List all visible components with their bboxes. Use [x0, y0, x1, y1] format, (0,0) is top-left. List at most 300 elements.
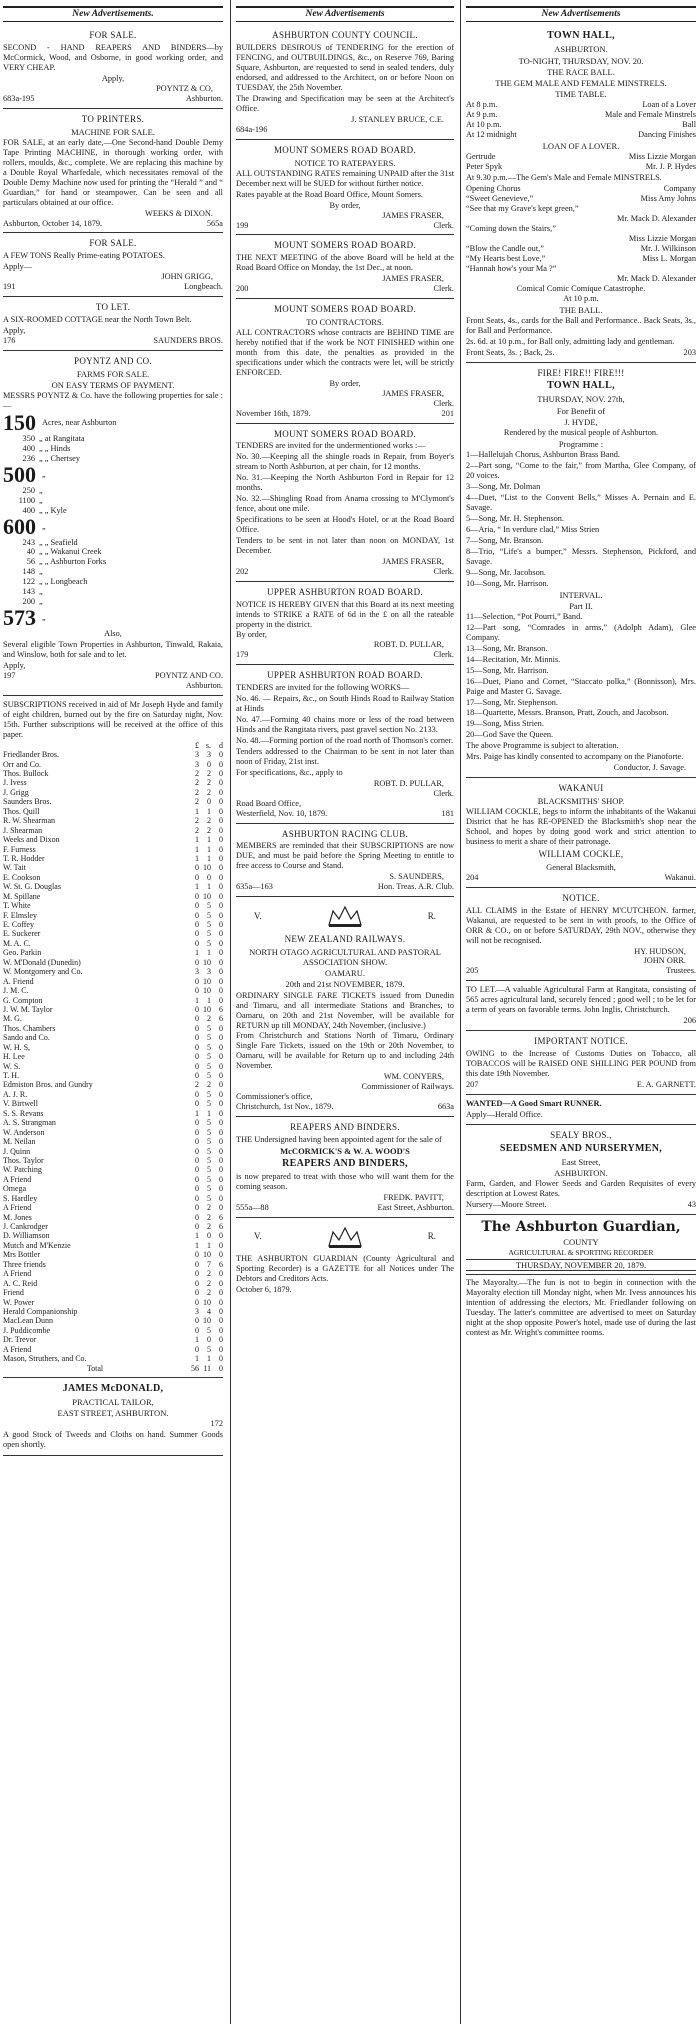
amount-cell: 3: [195, 1306, 199, 1316]
header-cell: [3, 741, 187, 750]
ad-ref: 207: [466, 1079, 479, 1089]
table-row: [3, 1222, 223, 1231]
ad-line: TO-NIGHT, THURSDAY, NOV. 20.: [518, 55, 644, 66]
amount-cell: 0: [219, 929, 223, 939]
amount-cell: 0: [195, 920, 199, 930]
farm-row: [3, 587, 223, 597]
ad-board-meeting: [236, 235, 454, 299]
item-right: Mr. J. P. Hydes: [645, 162, 696, 172]
subscriber-name: W. M'Donald (Dunedin): [3, 957, 81, 967]
subscriber-name: Geo. Parkin: [3, 948, 42, 958]
ad-subtitle: NOTICE TO RATEPAYERS.: [294, 157, 396, 168]
amount-cell: 2: [207, 1222, 211, 1232]
amount-cell: 0: [219, 1099, 223, 1109]
subscriber-name: Herald Companionship: [3, 1306, 78, 1316]
amount-cell: 5: [207, 929, 211, 939]
amount-cell: 0: [219, 1080, 223, 1090]
ad-subtitle: TO CONTRACTORS.: [306, 316, 384, 327]
amount-cell: 0: [195, 1071, 199, 1081]
ad-ref: 663a: [437, 1102, 454, 1112]
table-row: [3, 788, 223, 797]
header-cell: £: [195, 740, 199, 750]
amount-cell: 0: [219, 1118, 223, 1128]
ad-body: ALL OUTSTANDING RATES remaining UNPAID after the 31st December next will be SUED for without further notice.: [236, 168, 454, 188]
amount-cell: 5: [207, 1127, 211, 1137]
ad-role: Hon. Treas. A.R. Club.: [377, 882, 454, 892]
ad-body: Mrs. Paige has kindly consented to accompany on the Pianoforte.: [466, 752, 684, 762]
ad-body: Specifications to be seen at Hood's Hotel, or at the Road Board Office.: [236, 515, 454, 535]
ad-body: THE Undersigned having been appointed agent for the sale of: [236, 1134, 442, 1144]
amount-cell: 0: [219, 1231, 223, 1241]
amount-cell: 0: [195, 957, 199, 967]
list-item: [466, 152, 696, 162]
table-row: [3, 816, 223, 825]
amount-cell: 5: [207, 1155, 211, 1165]
subscriber-name: E. Cookson: [3, 872, 41, 882]
amount-cell: 1: [195, 995, 199, 1005]
programme-item: 14—Recitation, Mr. Minnis.: [466, 654, 561, 664]
amount-cell: 0: [219, 967, 223, 977]
list-item: [466, 254, 696, 264]
amount-cell: 2: [207, 1288, 211, 1298]
amount-cell: 10: [203, 863, 211, 873]
column-2: [236, 6, 454, 1299]
ad-reapers-for-sale: [3, 25, 223, 109]
programme-item: 20—God Save the Queen.: [466, 730, 554, 740]
ad-body: TENDERS are invited for the undermentioned works :—: [236, 441, 426, 451]
amount-cell: 0: [195, 1222, 199, 1232]
amount-cell: 0: [219, 1127, 223, 1137]
table-header: [3, 741, 223, 750]
farm-row: [3, 486, 223, 496]
ad-body: Tenders to be sent in not later than noon on MONDAY, 1st December.: [236, 536, 454, 555]
programme-item: 1—Hallelujah Chorus, Ashburton Brass Band.: [466, 450, 620, 460]
ad-date: October 6, 1879.: [236, 1284, 292, 1294]
ad-county-council: [236, 25, 454, 139]
amount-cell: 1: [207, 882, 211, 892]
amount-cell: 5: [207, 1099, 211, 1109]
farm-row: [3, 538, 223, 548]
table-row: [3, 750, 223, 759]
amount-cell: 5: [207, 1071, 211, 1081]
ad-farms-for-sale: [3, 351, 223, 696]
table-row: [3, 1128, 223, 1137]
ad-body: Farm, Garden, and Flower Seeds and Garden Requisites of every description at Lowest Rates.: [466, 1178, 696, 1198]
farm-location: „ „ Longbeach: [39, 577, 88, 587]
table-row: [3, 882, 223, 891]
ad-body: The Drawing and Specification may be seen at the Architect's Office.: [236, 93, 454, 113]
ad-date: Christchurch, 1st Nov., 1879.: [236, 1102, 334, 1112]
amount-cell: 0: [195, 1118, 199, 1128]
ad-date: Westerfield, Nov. 10, 1879.: [236, 808, 328, 818]
ad-line: THE RACE BALL.: [547, 66, 615, 77]
amount-cell: 4: [207, 1306, 211, 1316]
list-item: [466, 224, 696, 234]
farm-location: „: [39, 495, 43, 505]
table-row: [3, 845, 223, 854]
farm-acres: 148: [22, 567, 35, 577]
ad-office: Road Board Office,: [236, 798, 302, 808]
amount-cell: 2: [207, 787, 211, 797]
amount-cell: 5: [207, 1118, 211, 1128]
amount-cell: 0: [195, 1146, 199, 1156]
list-item: [466, 110, 696, 120]
amount-cell: 2: [195, 769, 199, 779]
amount-cell: 7: [207, 1259, 211, 1269]
column-1: [3, 6, 223, 1456]
subscriber-name: T. H.: [3, 1071, 20, 1081]
ad-body: NOTICE IS HEREBY GIVEN that this Board at its next meeting intends to STRIKE a RATE of 6d in the £ on all the rateable property in the district.: [236, 599, 454, 629]
ad-body: 2s. 6d. at 10 p.m., for Ball only, admitting lady and gentleman.: [466, 336, 675, 346]
item-right: Company: [663, 184, 696, 194]
table-row: [3, 1062, 223, 1071]
table-row: [3, 1014, 223, 1023]
ad-apply: Apply,: [101, 74, 125, 84]
ad-body: Front Seats, 4s., cards for the Ball and Performance.. Back Seats, 3s., for Ball and Performance.: [466, 315, 696, 335]
ad-name: ROBT. D. PULLAR,: [373, 640, 444, 650]
subscriber-name: A Friend: [3, 1174, 32, 1184]
amount-cell: 5: [207, 1061, 211, 1071]
ad-body: A FEW TONS Really Prime-eating POTATOES.: [3, 251, 165, 261]
amount-cell: 0: [195, 976, 199, 986]
amount-cell: 5: [207, 1146, 211, 1156]
emblem-letter: V.: [254, 1231, 262, 1242]
subscriber-name: Mutch and M'Kenzie: [3, 1240, 71, 1250]
emblem-letter: V.: [254, 910, 262, 921]
amount-cell: 5: [207, 901, 211, 911]
table-row: [3, 1307, 223, 1316]
amount-cell: 3: [207, 967, 211, 977]
ad-guardian-gazette: [236, 1218, 454, 1299]
farm-group: [3, 461, 223, 487]
ad-body: Rates payable at the Road Board Office, Mount Somers.: [236, 189, 423, 199]
amount-cell: 5: [207, 1137, 211, 1147]
farm-location: „ at Rangitata: [39, 433, 85, 443]
amount-cell: 0: [219, 938, 223, 948]
subscriber-name: M. Neilan: [3, 1137, 36, 1147]
farm-row: [3, 434, 223, 444]
amount-cell: 0: [219, 825, 223, 835]
ad-body: ALL CONTRACTORS whose contracts are BEHIND TIME are hereby notified that if the work be NOT FINISHED within one month from this date, the penalties as provided in the specifications under which the contracts were let, will be strictly ENFORCED.: [236, 328, 454, 377]
item-left: At 8 p.m.: [466, 100, 498, 110]
ad-office: Commissioner's office,: [236, 1092, 313, 1102]
table-row: [3, 873, 223, 882]
farm-acres: 40: [26, 547, 35, 557]
farm-row: [3, 547, 223, 557]
ad-cottage-to-let: [3, 297, 223, 351]
ad-subscriptions: [3, 696, 223, 1378]
amount-cell: 0: [219, 806, 223, 816]
programme-item: 15—Song, Mr. Harrison.: [466, 665, 549, 675]
emblem-letter: R.: [427, 1231, 436, 1242]
ad-body: ALL CLAIMS in the Estate of HENRY M'CUTCHEON. farmer, Wakanui, are requested to be sent in with proofs, to the Office of ORR & CO., on or before SATURDAY, 29th NOV., otherwise they will not be recognised.: [466, 905, 696, 945]
ad-body: Front Seats, 3s. ; Back, 2s.: [466, 347, 555, 357]
ad-body: MEMBERS are reminded that their SUBSCRIPTIONS are now DUE, and must be paid before the Spring Meeting to entitle to free access to Course and Stand.: [236, 841, 454, 871]
subscriber-name: Thos. Quill: [3, 806, 40, 816]
amount-cell: 0: [195, 1288, 199, 1298]
table-row: [3, 1345, 223, 1354]
ad-title: JAMES McDONALD,: [62, 1383, 164, 1395]
amount-cell: 2: [207, 1278, 211, 1288]
amount-cell: 0: [195, 1316, 199, 1326]
item-left: Peter Spyk: [466, 162, 503, 172]
ad-ref: 176: [3, 335, 16, 345]
ad-apply: Apply,: [3, 661, 26, 671]
subscriber-name: Thos. Taylor: [3, 1155, 44, 1165]
ad-title: FIRE! FIRE!! FIRE!!!: [537, 367, 625, 378]
ad-makers: McCORMICK'S & W. A. WOOD'S: [280, 1145, 410, 1156]
masthead-date: THURSDAY, NOVEMBER 20, 1879.: [466, 1259, 696, 1271]
ad-body: FOR SALE, at an early date,—One Second-hand Double Demy Tape Printing MACHINE, in thorough working order, with rollers, moulds, &c., complete. We are replacing this machine by a Double Royal Wharfedale, which necessitates removal of the Double Demy Machine now used for printing the “Herald ” and “ Guardian,” for hand or steampower. Can be seen and all particulars obtained at our office.: [3, 137, 223, 207]
tender-item: No. 31.—Keeping the North Ashburton Ford in Repair for 12 months.: [236, 473, 454, 493]
amount-cell: 0: [219, 1042, 223, 1052]
subscriber-name: H. Lee: [3, 1052, 25, 1062]
ad-date: THURSDAY, NOV. 27th,: [537, 394, 625, 405]
ad-role: Clerk.: [433, 398, 454, 408]
item-left: “My Hearts best Love,”: [466, 253, 546, 263]
table-row: [3, 911, 223, 920]
amount-cell: 6: [219, 1212, 223, 1222]
amount-cell: 0: [219, 1297, 223, 1307]
table-row: [3, 1043, 223, 1052]
amount-cell: 10: [203, 957, 211, 967]
ad-title: IMPORTANT NOTICE.: [534, 1036, 628, 1047]
item-left: “Blow the Candle out,”: [466, 243, 544, 253]
table-row: [3, 1071, 223, 1080]
amount-cell: 0: [207, 1231, 211, 1241]
list-item: [466, 234, 696, 244]
ad-subtitle: THE BALL.: [559, 304, 603, 315]
ad-ref: 201: [441, 408, 454, 418]
ad-subtitle: NORTH OTAGO AGRICULTURAL AND PASTORAL ASSOCIATION SHOW.: [249, 946, 441, 968]
programme-item: 13—Song, Mr. Branson.: [466, 643, 548, 653]
subscriber-name: A Friend: [3, 1203, 32, 1213]
table-row: [3, 1241, 223, 1250]
ad-place: Longbeach.: [184, 282, 223, 292]
amount-cell: 0: [195, 1137, 199, 1147]
header-cell: d: [219, 740, 223, 750]
item-left: “See that my Grave's kept green,”: [466, 204, 579, 214]
ad-subtitle: BLACKSMITHS' SHOP.: [537, 795, 625, 806]
ad-blacksmith: [466, 778, 696, 888]
amount-cell: 10: [203, 976, 211, 986]
amount-cell: 5: [207, 1052, 211, 1062]
ad-body: At 9.30 p.m.—The Gem's Male and Female MINSTRELS.: [466, 173, 662, 183]
amount-cell: 3: [195, 759, 199, 769]
amount-cell: 2: [207, 769, 211, 779]
ad-firm: POYNTZ AND CO.: [155, 671, 223, 681]
cast-list: [466, 152, 696, 172]
royal-emblem: [236, 1221, 454, 1253]
subscriber-name: J. Quinn: [3, 1146, 31, 1156]
ad-subtitle: ON EASY TERMS OF PAYMENT.: [51, 379, 175, 390]
table-row: [3, 1099, 223, 1108]
ad-important-notice: [466, 1031, 696, 1095]
newspaper-masthead: [466, 1219, 696, 1275]
ad-ref: 181: [441, 808, 454, 818]
amount-cell: 0: [219, 1344, 223, 1354]
farm-location: „: [39, 597, 43, 607]
farm-row: [3, 597, 223, 607]
amount-cell: 0: [195, 1165, 199, 1175]
ad-body: TO LET.—A valuable Agricultural Farm at Rangitata, consisting of 565 acres agricultural land, securely fenced ; good well ; to be let for a term of years on favorable terms. John Inglis, Christchurch.: [466, 985, 696, 1015]
farm-acres: 236: [22, 453, 35, 463]
amount-cell: 0: [195, 1184, 199, 1194]
ad-title: SEALY BROS.,: [550, 1129, 612, 1140]
ad-subtitle: INTERVAL.: [559, 589, 603, 600]
item-left: At 10 p.m.: [466, 120, 502, 130]
amount-cell: 2: [207, 1014, 211, 1024]
ad-ref: 172: [210, 1419, 223, 1429]
amount-cell: 0: [219, 797, 223, 807]
farm-location: „: [42, 521, 46, 531]
farm-location: „ „ Chertsey: [39, 453, 81, 463]
subscriber-name: MacLean Dunn: [3, 1316, 53, 1326]
ad-name: WM. CONYERS,: [383, 1072, 444, 1082]
farm-acres: 243: [22, 537, 35, 547]
farm-location: „: [39, 567, 43, 577]
ad-body: A good Stock of Tweeds and Cloths on hand. Summer Goods open shortly.: [3, 1430, 223, 1450]
farm-location: „: [39, 485, 43, 495]
ad-title: UPPER ASHBURTON ROAD BOARD.: [267, 670, 423, 681]
ad-line: Comical Comic Comique Catastrophe.: [516, 283, 646, 293]
amount-cell: 5: [207, 920, 211, 930]
amount-cell: 0: [219, 1278, 223, 1288]
list-item: [466, 204, 696, 214]
list-item: [466, 264, 696, 274]
farm-row: [3, 567, 223, 577]
amount-cell: 6: [219, 1222, 223, 1232]
amount-cell: 0: [195, 1052, 199, 1062]
tender-item: No. 32.—Shingling Road from Anama crossing to M'Clymont's fence, about one mile.: [236, 494, 454, 514]
subscriber-name: Mrs Bottler: [3, 1250, 41, 1260]
table-row: [3, 1165, 223, 1174]
table-row: [3, 977, 223, 986]
ad-role: Commissioner of Railways.: [361, 1082, 454, 1092]
ad-ref: 191: [3, 282, 16, 292]
subscriber-name: Mason, Struthers, and Co.: [3, 1354, 87, 1364]
amount-cell: 0: [195, 863, 199, 873]
subscriber-name: Three friends: [3, 1259, 46, 1269]
column-rule: [460, 0, 461, 2024]
ad-title: MOUNT SOMERS ROAD BOARD.: [273, 144, 417, 155]
amount-cell: 0: [195, 929, 199, 939]
ad-title: NEW ZEALAND RAILWAYS.: [284, 934, 406, 945]
table-row: [3, 854, 223, 863]
ad-ref: 43: [687, 1199, 696, 1209]
ad-ref: 206: [683, 1016, 696, 1026]
ad-place: Ashburton.: [185, 93, 223, 103]
amount-cell: 0: [219, 1269, 223, 1279]
list-item: [466, 184, 696, 194]
table-row: [3, 958, 223, 967]
ad-upper-ashburton-tenders: [236, 665, 454, 823]
item-right: Miss Lizzie Morgan: [628, 233, 696, 243]
farm-acres: 250: [22, 485, 35, 495]
ad-subtitle: SEEDSMEN AND NURSERYMEN,: [499, 1142, 663, 1154]
amount-cell: 6: [219, 1014, 223, 1024]
ad-body: Several eligible Town Properties in Ashburton, Tinwald, Rakaia, and Winslow, both for sale and to let.: [3, 640, 223, 660]
programme-item: 12—Part song, “Comrades in arms,” (Adolph Adam), Glee Company.: [466, 622, 696, 642]
amount-cell: 1: [207, 948, 211, 958]
ad-wanted: [466, 1095, 696, 1125]
farm-row: [3, 557, 223, 567]
subscriber-name: J. Puddicombe: [3, 1325, 51, 1335]
amount-cell: 1: [207, 835, 211, 845]
ad-also: Also,: [104, 629, 122, 639]
ad-by: By order,: [236, 630, 268, 640]
subscriber-name: V. Birtwell: [3, 1099, 38, 1109]
farm-acre-big: 150: [3, 409, 36, 435]
ad-name: ROBT. D. PULLAR,: [373, 778, 444, 788]
column-rule: [230, 0, 231, 2024]
item-right: Mr. Mack D. Alexander: [616, 214, 696, 224]
amount-cell: 5: [207, 938, 211, 948]
amount-cell: 2: [207, 825, 211, 835]
table-row: [3, 1156, 223, 1165]
amount-cell: 0: [219, 1165, 223, 1175]
subscriber-name: G. Compton: [3, 995, 43, 1005]
subscriber-name: J. Cankrodger: [3, 1222, 48, 1232]
editorial-text: The Mayoralty.—The fun is not to begin in connection with the Mayoralty election till Monday night, when Mr. Ivess announces his intention of addressing the electors, Mr. Friedlander following on Tuesday. The latter's committee are advertised to meet on Saturday night at the shop opposite Power's hotel, made use of during the last contest as Mr. Wright's committee rooms.: [466, 1277, 696, 1337]
amount-cell: 0: [219, 995, 223, 1005]
table-row: [3, 986, 223, 995]
ad-body: TENDERS are invited for the following WORKS—: [236, 683, 410, 693]
amount-cell: 1: [195, 853, 199, 863]
farm-acre-big: 500: [3, 461, 36, 487]
tender-item: No. 30.—Keeping all the shingle roads in Repair, from Boyer's stream to North Ashburton, at per chain, for 12 months.: [236, 452, 454, 472]
table-row: [3, 1184, 223, 1193]
crown-icon: [325, 903, 365, 929]
amount-cell: 0: [195, 1212, 199, 1222]
subscriber-name: J. M. C.: [3, 986, 29, 996]
amount-cell: 1: [195, 1240, 199, 1250]
amount-cell: 0: [195, 1061, 199, 1071]
ad-ref: 202: [236, 566, 249, 576]
amount-cell: 0: [195, 1155, 199, 1165]
amount-cell: 1: [207, 995, 211, 1005]
amount-cell: 0: [195, 938, 199, 948]
amount-cell: 0: [195, 872, 199, 882]
programme-item: 4—Duet, “List to the Convent Bells,” Misses A. Pernain and E. Savage.: [466, 492, 696, 512]
farm-acres: 400: [22, 443, 35, 453]
crown-icon: [325, 1224, 365, 1250]
amount-cell: 0: [195, 1250, 199, 1260]
farm-acres: 400: [22, 505, 35, 515]
ad-firm: WEEKS & DIXON.: [145, 208, 213, 218]
ad-title: MOUNT SOMERS ROAD BOARD.: [273, 304, 417, 315]
amount-cell: 0: [207, 872, 211, 882]
amount-cell: 0: [219, 1023, 223, 1033]
table-row: [3, 1260, 223, 1269]
ad-farm-to-let: [466, 981, 696, 1031]
ad-title: NOTICE.: [562, 892, 600, 903]
farm-list: [3, 409, 223, 631]
amount-cell: 0: [195, 1004, 199, 1014]
table-row: [3, 797, 223, 806]
amount-cell: 3: [195, 967, 199, 977]
subscriber-name: S. S. Revans: [3, 1108, 44, 1118]
amount-cell: 0: [219, 816, 223, 826]
amount-cell: 2: [195, 825, 199, 835]
masthead-title: The Ashburton Guardian,: [481, 1218, 681, 1235]
amount-cell: 5: [207, 1165, 211, 1175]
farm-location: „ „ Hinds: [39, 443, 71, 453]
subscriber-name: A Friend: [3, 1269, 32, 1279]
ad-place: Ashburton.: [185, 680, 223, 690]
amount-cell: 0: [219, 1089, 223, 1099]
ad-tailor: [3, 1378, 223, 1456]
